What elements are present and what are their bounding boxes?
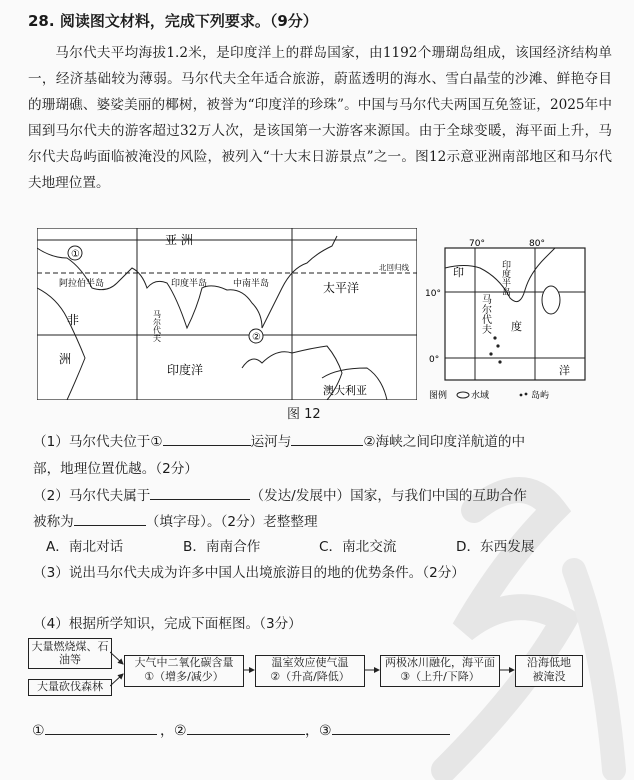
label-zhou: 洲 <box>59 352 72 366</box>
inset-label-maldives: 马尔代夫 <box>479 294 491 334</box>
flow-ice-line1: 两极冰川融化，海平面 <box>385 656 495 669</box>
label-australia: 澳大利亚 <box>323 384 367 397</box>
answer-2 <box>160 720 305 740</box>
flow-green-line1: 温室效应使气温 <box>271 656 349 669</box>
inset-label-india-peninsula: 印度半岛 <box>500 260 510 296</box>
label-arabia: 阿拉伯半岛 <box>59 279 105 289</box>
question-number: 28. <box>28 12 55 30</box>
map-frame <box>37 228 417 400</box>
water-icon <box>457 392 469 398</box>
flow-box-coal: 大量燃烧煤、石油等 <box>28 638 112 669</box>
q2-text-line2-pre: 被称为 <box>33 514 74 530</box>
label-pacific: 太平洋 <box>323 281 360 295</box>
question-2 <box>33 484 527 504</box>
arrow-coal-co2 <box>110 652 123 664</box>
passage-text: 马尔代夫平均海拔1.2米，是印度洋上的群岛国家，由1192个珊瑚岛组成，该国经济结构单一，经济基础较为薄弱。马尔代夫全年适合旅游，蔚蓝透明的海水、雪白晶莹的沙滩、鲜艳夺目的珊瑚礁、婆娑美丽的椰树，被誉为“印度洋的珍珠”。中国与马尔代夫两国互免签证，2025年中国到马尔代夫的游客超过32万人次，是该国第一大游客来源国。由于全球变暖，海平面上升，马尔代夫岛屿面临被淹没的风险，被列入“十大末日游景点”之一。图12示意亚洲南部地区和马尔代夫地理位置。 <box>28 45 612 191</box>
label-tropic: 北回归线 <box>379 263 409 272</box>
flow-ice-line2: ③（上升/下降） <box>400 670 480 683</box>
q1-text-post: ②海峡之间印度洋航道的中 <box>363 434 526 450</box>
option-d[interactable]: D．东西发展 <box>456 539 535 555</box>
flow-box-forest: 大量砍伐森林 <box>28 679 112 696</box>
inset-label-india: 印 <box>453 266 464 279</box>
label-indochina: 中南半岛 <box>233 279 270 289</box>
inset-label-du: 度 <box>511 320 522 333</box>
marker-2: ② <box>252 332 261 343</box>
q1-blank-strait[interactable] <box>291 431 363 446</box>
answer-1 <box>32 720 157 739</box>
answer-2-label: ，② <box>160 723 187 739</box>
asia-map <box>37 228 417 400</box>
label-africa: 非 <box>67 313 80 327</box>
inset-legend-label: 图例 <box>429 391 448 401</box>
inset-lat-0: 0° <box>429 355 440 365</box>
flow-coast-line1: 沿海低地 <box>527 656 571 669</box>
flow-coast-line2: 被淹没 <box>532 670 566 683</box>
question-title <box>28 10 318 31</box>
label-indian-ocean: 印度洋 <box>167 363 204 377</box>
flow-co2-line1: 大气中二氧化碳含量 <box>134 656 234 669</box>
option-a[interactable]: A．南北对话 <box>46 539 124 555</box>
q1-text-pre: （1）马尔代夫位于① <box>33 434 163 450</box>
flow-arrows <box>110 640 530 700</box>
option-b[interactable]: B．南南合作 <box>183 539 261 555</box>
q2-blank-type[interactable] <box>150 485 250 500</box>
maldives-inset-map <box>425 238 597 408</box>
figure-caption: 图 12 <box>287 407 321 422</box>
answer-1-blank[interactable] <box>45 720 157 735</box>
question-prompt: 阅读图文材料，完成下列要求。（9分） <box>59 12 318 30</box>
inset-lat-10: 10° <box>425 289 441 299</box>
question-1 <box>33 430 525 450</box>
island-icon <box>520 394 523 397</box>
answer-1-label: ① <box>32 723 45 739</box>
q2-text-pre: （2）马尔代夫属于 <box>33 488 151 504</box>
label-maldives: 马尔代夫 <box>152 310 162 342</box>
inset-frame <box>445 248 585 380</box>
q1-line2: 部，地理位置优越。（2分） <box>33 461 198 477</box>
marker-1: ① <box>71 249 80 260</box>
q2-blank-letter[interactable] <box>74 511 146 526</box>
arrow-forest-co2 <box>110 674 123 686</box>
question-3: （3）说出马尔代夫成为许多中国人出境旅游目的地的优势条件。（2分） <box>33 565 465 581</box>
answer-3-blank[interactable] <box>332 720 450 735</box>
flow-co2-line2: ①（增多/减少） <box>144 670 224 683</box>
answer-2-blank[interactable] <box>187 720 305 735</box>
inset-lon-70: 70° <box>469 239 485 249</box>
q2-line2 <box>33 510 318 530</box>
q1-blank-canal[interactable] <box>163 431 251 446</box>
q2-text-line2-post: （填字母）。（2分）老整整理 <box>145 514 318 530</box>
sri-lanka <box>542 286 560 314</box>
answer-3 <box>305 720 450 740</box>
flow-green-line2: ②（升高/降低） <box>270 670 350 683</box>
option-c[interactable]: C．南北交流 <box>319 539 397 555</box>
answer-3-label: ，③ <box>305 723 332 739</box>
question-4: （4）根据所学知识，完成下面框图。（3分） <box>33 616 302 632</box>
label-india-peninsula: 印度半岛 <box>171 279 208 289</box>
inset-legend-island: 岛屿 <box>531 391 550 401</box>
q2-text-post: （发达/发展中）国家，与我们中国的互助合作 <box>250 488 527 504</box>
inset-lon-80: 80° <box>529 239 545 249</box>
label-asia: 亚 洲 <box>165 233 193 247</box>
inset-legend-water: 水域 <box>471 391 490 401</box>
inset-label-yang: 洋 <box>559 364 570 377</box>
q1-text-mid: 运河与 <box>250 434 292 450</box>
